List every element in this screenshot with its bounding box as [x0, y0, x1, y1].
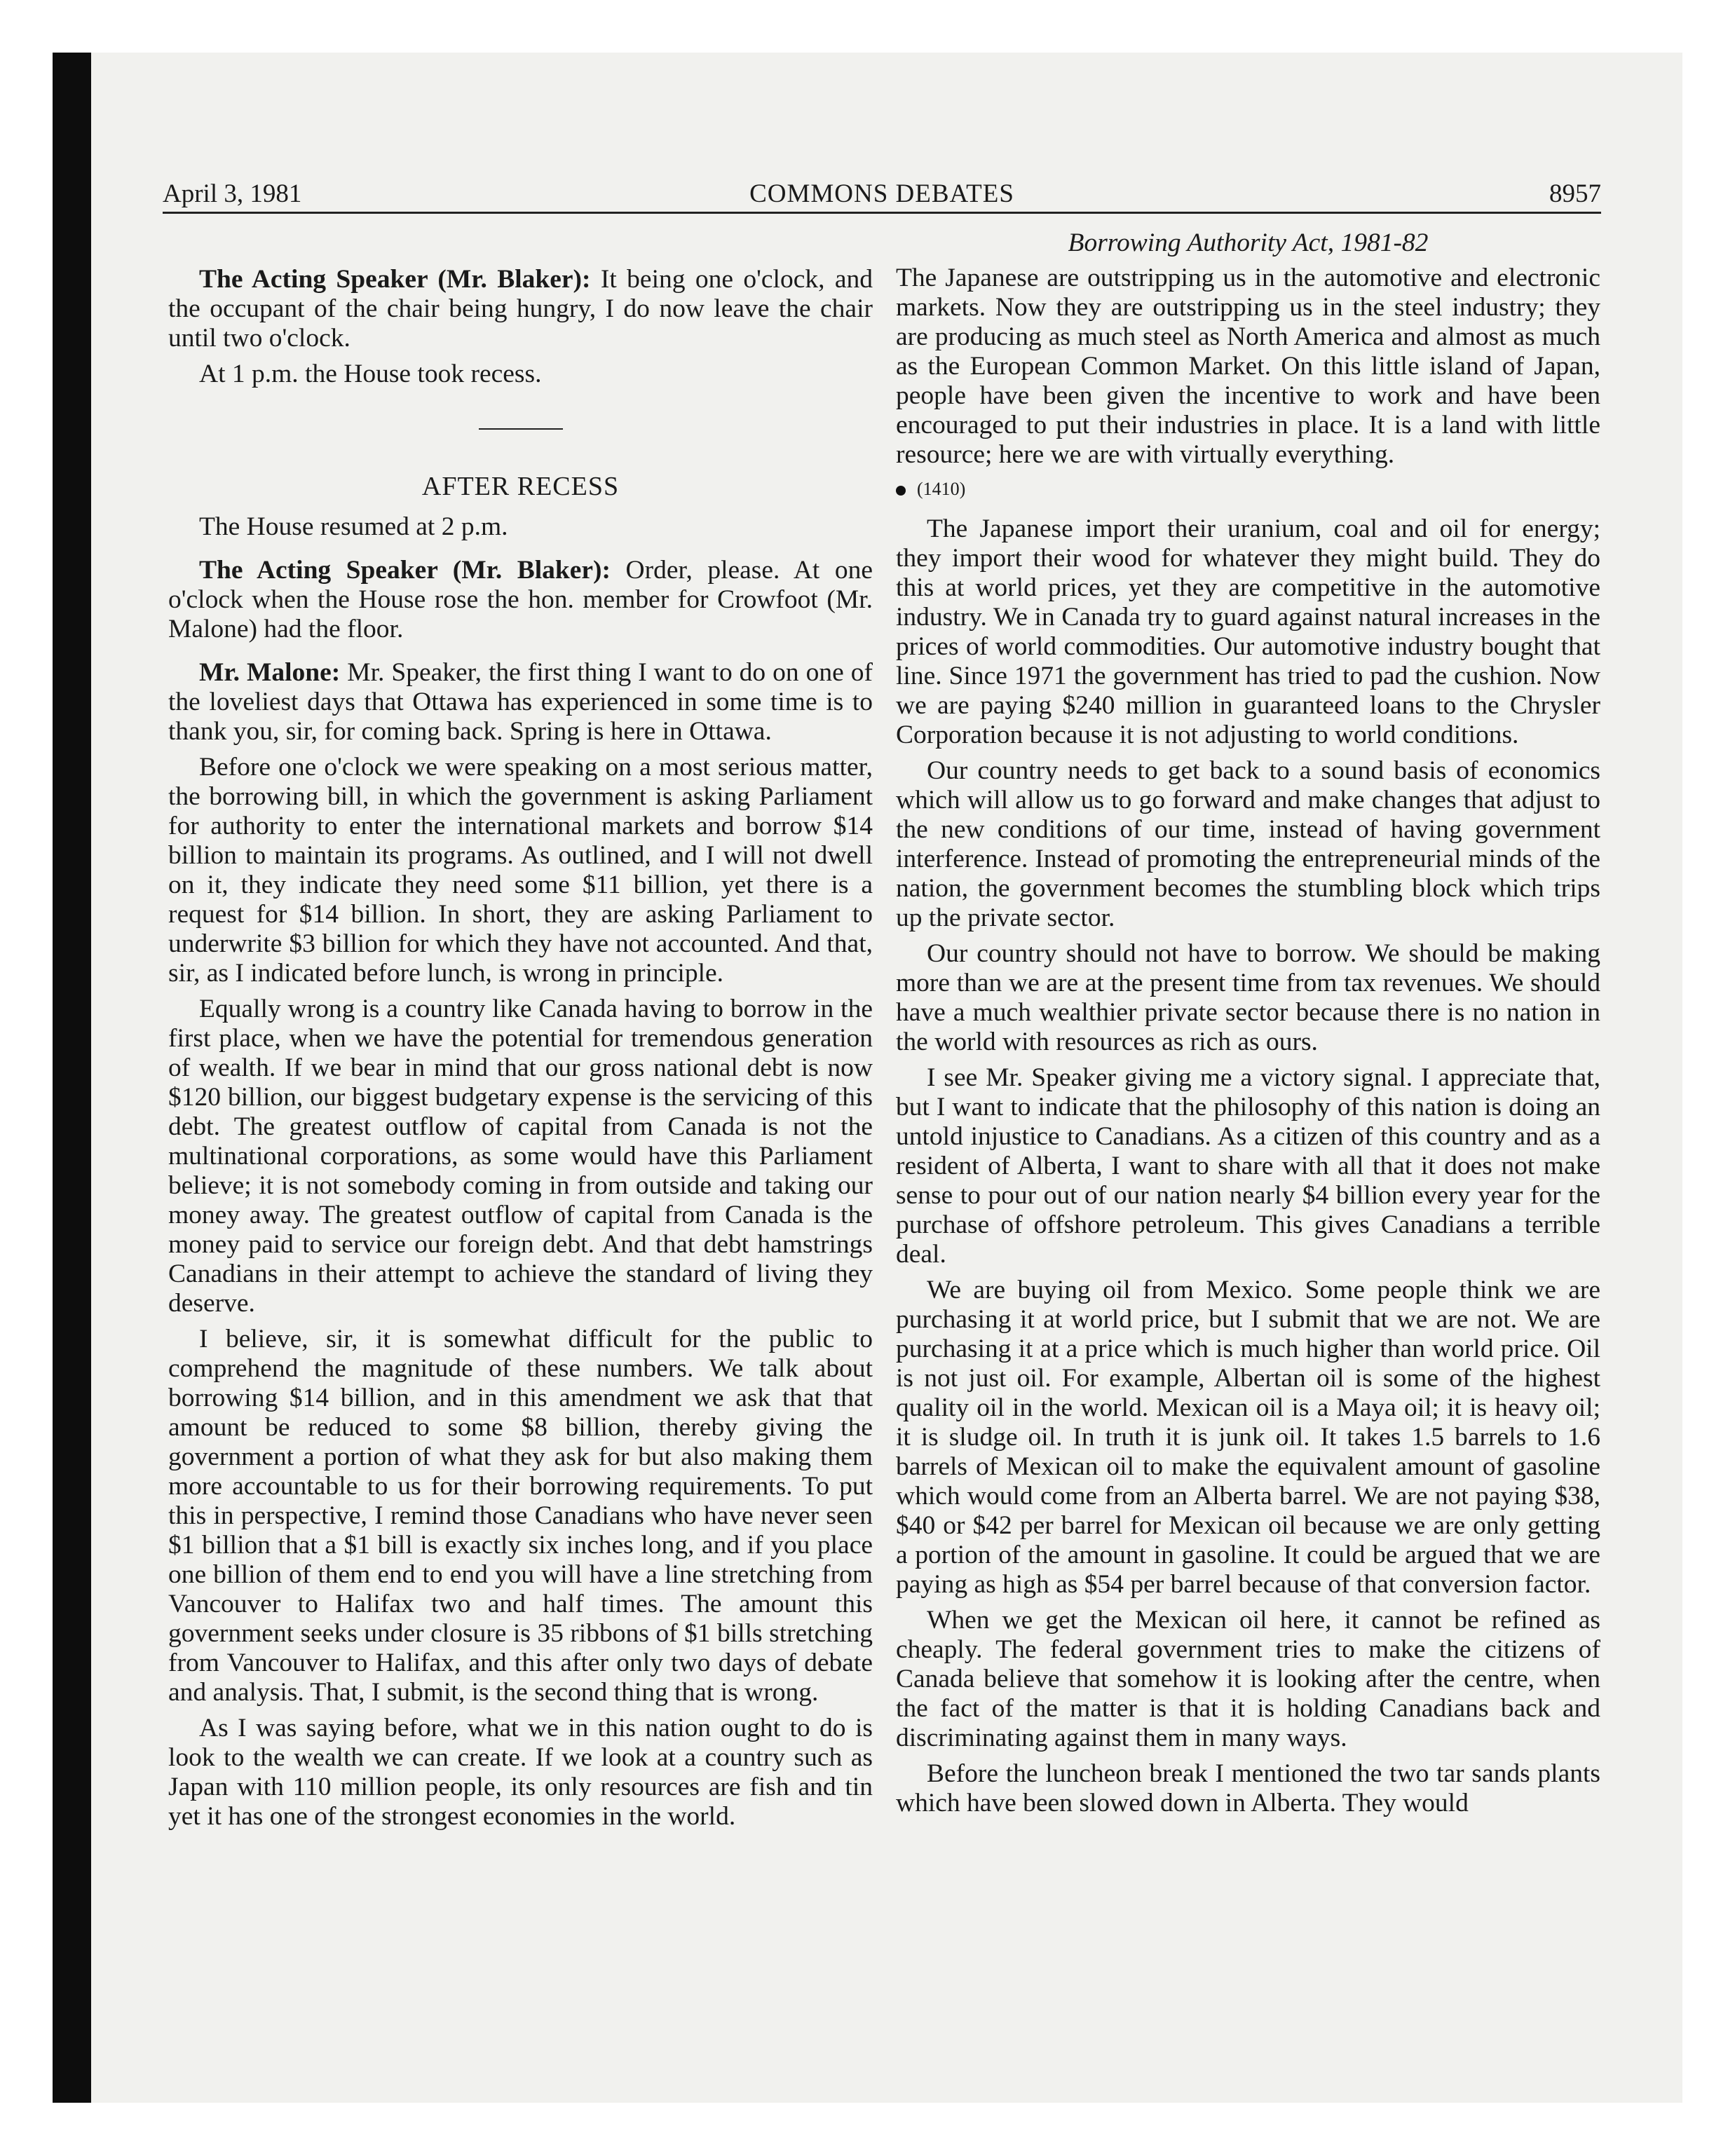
speech-text: Order, please. At one o'clock when the House rose the hon. member for Crowfoot (Mr. Malone) had the floor. — [168, 556, 873, 643]
header-page-number: 8957 — [1549, 179, 1601, 208]
paragraph: I believe, sir, it is somewhat difficult for the public to comprehend the magnitude of these numbers. We talk about borrowing $14 billion, and in this amendment we ask that that amount be reduced to some $8 billion, thereby giving the government a portion of what they ask for but also making them more accountable to us for their borrowing requirements. To put this in perspective, I remind those Canadians who have never seen $1 billion that a $1 bill is exactly six inches long, and if you place one billion of them end to end you will have a line stretching from Vancouver to Halifax two and half times. The amount this government seeks under closure is 35 ribbons of $1 bills stretching from Vancouver to Halifax, and this after only two days of debate and analysis. That, I submit, is the second thing that is wrong. — [168, 1325, 873, 1707]
paragraph: The Japanese are outstripping us in the automotive and electronic markets. Now they are outstripping us in the steel industry; they are producing as much steel as North America and almost as much as the European Common Market. On this little island of Japan, people have been given the incentive to work and have been encouraged to put their industries in place. It is a land with little resource; here we are with virtually everything. — [896, 264, 1600, 469]
paragraph: When we get the Mexican oil here, it cannot be refined as cheaply. The federal government tries to make the citizens of Canada believe that somehow it is looking after the centre, when the fact of the matter is that it is holding Canadians back and discriminating against them in many ways. — [896, 1606, 1600, 1752]
paragraph: Before the luncheon break I mentioned the two tar sands plants which have been slowed down in Alberta. They would — [896, 1759, 1600, 1817]
running-head: Borrowing Authority Act, 1981-82 — [1068, 228, 1429, 257]
speech-text: It being one o'clock, and the occupant of the chair being hungry, I do now leave the chair until two o'clock. — [168, 265, 873, 353]
speech-text: Mr. Speaker, the first thing I want to do on one of the loveliest days that Ottawa has experienced in some time is to thank you, sir, for coming back. Spring is here in Ottawa. — [168, 658, 873, 746]
timestamp-marker — [896, 478, 1600, 500]
paragraph — [168, 556, 873, 644]
paragraph — [168, 658, 873, 746]
header-date: April 3, 1981 — [163, 179, 302, 208]
speaker-name: The Acting Speaker (Mr. Blaker): — [199, 265, 591, 294]
paragraph: As I was saying before, what we in this nation ought to do is look to the wealth we can create. If we look at a country such as Japan with 110 million people, its only resources are fish and tin yet it has one of the strongest economies in the world. — [168, 1714, 873, 1831]
paragraph: The Japanese import their uranium, coal and oil for energy; they import their wood for whatever they might build. They do this at world prices, yet they are competitive in the automotive industry. We in Canada try to guard against natural increases in the prices of world commodities. Our automotive industry bought that line. Since 1971 the government has tried to pad the cushion. Now we are paying $240 million in guaranteed loans to the Chrysler Corporation because it is not adjusting to world conditions. — [896, 514, 1600, 749]
paragraph: At 1 p.m. the House took recess. — [199, 360, 542, 388]
paragraph: I see Mr. Speaker giving me a victory signal. I appreciate that, but I want to indicate that the philosophy of this nation is doing an untold injustice to Canadians. As a citizen of this country and as a resident of Alberta, I want to share with all that it does not make sense to pour out of our nation nearly $4 billion every year for the purchase of offshore petroleum. This gives Canadians a terrible deal. — [896, 1063, 1600, 1269]
paragraph: Before one o'clock we were speaking on a most serious matter, the borrowing bill, in which the government is asking Parliament for authority to enter the international markets and borrow $14 billion to maintain its programs. As outlined, and I will not dwell on it, they indicate they need some $11 billion, yet there is a request for $14 billion. In short, they are asking Parliament to underwrite $3 billion for which they have not accounted. And that, sir, as I indicated before lunch, is wrong in principle. — [168, 753, 873, 988]
scan-edge-bar — [53, 53, 91, 2103]
section-divider — [479, 428, 563, 430]
left-column — [168, 265, 873, 1838]
speaker-name: Mr. Malone: — [199, 658, 341, 687]
page-header — [163, 177, 1601, 214]
right-column — [896, 228, 1600, 1824]
bullet-icon — [896, 486, 906, 496]
paragraph: Our country should not have to borrow. We should be making more than we are at the present time from tax revenues. We should have a much wealthier private sector because there is no nation in the world with resources as rich as ours. — [896, 939, 1600, 1056]
timestamp-text: (1410) — [917, 479, 966, 499]
section-heading: AFTER RECESS — [421, 472, 620, 501]
speaker-name: The Acting Speaker (Mr. Blaker): — [199, 556, 611, 585]
paragraph: The House resumed at 2 p.m. — [199, 512, 508, 541]
paragraph: Our country needs to get back to a sound basis of economics which will allow us to go forward and make changes that adjust to the new conditions of our time, instead of having government interference. Instead of promoting the entrepreneurial minds of the nation, the government becomes the stumbling block which trips up the private sector. — [896, 756, 1600, 932]
paragraph: We are buying oil from Mexico. Some people think we are purchasing it at world price, but I submit that we are not. We are purchasing it at a price which is much higher than world price. Oil is not just oil. For example, Albertan oil is some of the highest quality oil in the world. Mexican oil is a Maya oil; it is heavy oil; it is sludge oil. In truth it is junk oil. It takes 1.5 barrels to 1.6 barrels of Mexican oil to make the equivalent amount of gasoline which would come from an Alberta barrel. We are not paying $38, $40 or $42 per barrel for Mexican oil because we are only getting a portion of the amount in gasoline. It could be argued that we are paying as high as $54 per barrel because of that conversion factor. — [896, 1276, 1600, 1599]
header-title: COMMONS DEBATES — [749, 179, 1014, 208]
paragraph — [168, 265, 873, 353]
paragraph: Equally wrong is a country like Canada having to borrow in the first place, when we have the potential for tremendous generation of wealth. If we bear in mind that our gross national debt is now $120 billion, our biggest budgetary expense is the servicing of this debt. The greatest outflow of capital from Canada is not the multinational corporations, as some would have this Parliament believe; it is not somebody coming in from outside and taking our money away. The greatest outflow of capital from Canada is the money paid to service our foreign debt. And that debt hamstrings Canadians in their attempt to achieve the standard of living they deserve. — [168, 995, 873, 1318]
